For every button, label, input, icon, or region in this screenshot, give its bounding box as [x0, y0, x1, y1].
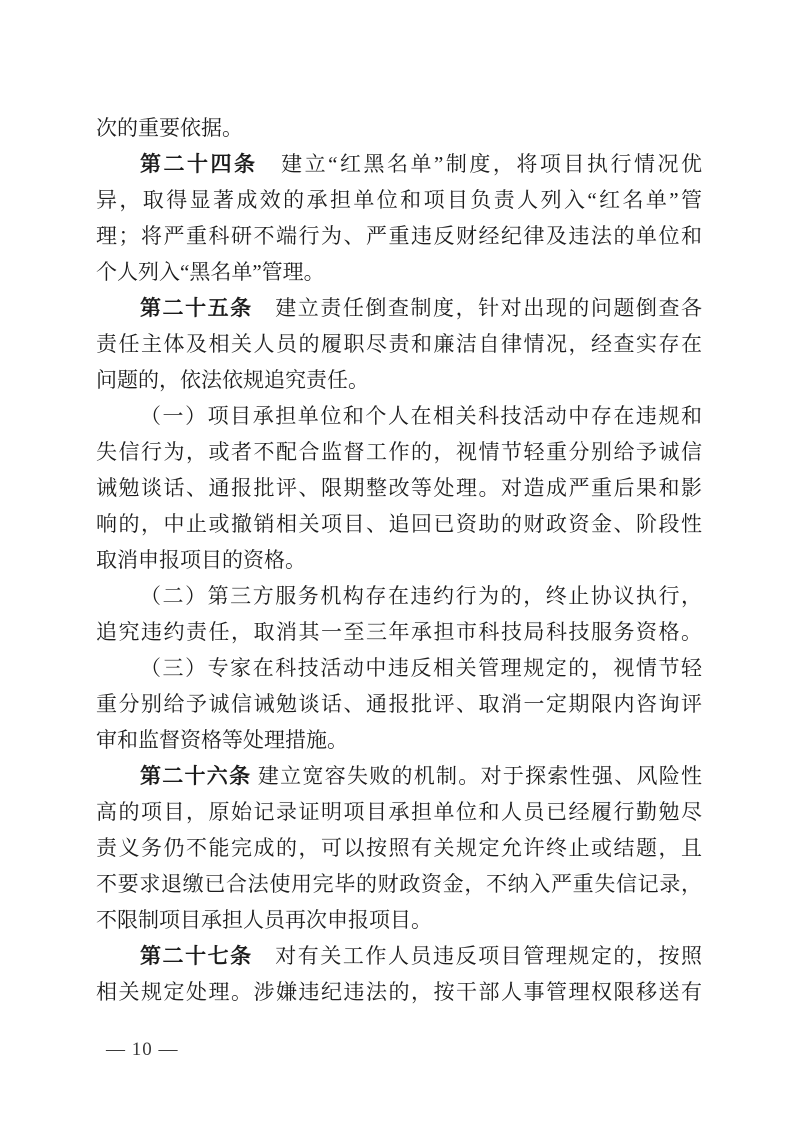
line-text: 问题的，依法依规追究责任。 — [96, 368, 369, 392]
line-text: 建立责任倒查制度，针对出现的问题倒查各 — [252, 296, 702, 320]
article-number: 第二十五条 — [140, 296, 253, 320]
line-text: （三）专家在科技活动中违反相关管理规定的，视情节轻 — [140, 656, 702, 680]
line-text: 责义务仍不能完成的，可以按照有关规定允许终止或结题，且 — [96, 836, 702, 860]
line-text: 审和监督资格等处理措施。 — [96, 728, 348, 752]
text-line — [96, 398, 702, 434]
text-line — [96, 326, 702, 362]
text-line — [96, 866, 702, 902]
line-text: 理；将严重科研不端行为、严重违反财经纪律及违法的单位和 — [96, 224, 702, 248]
text-line — [96, 182, 702, 218]
article-heading-line — [96, 290, 702, 326]
article-heading-line — [96, 938, 702, 974]
line-text: 相关规定处理。涉嫌违纪违法的，按干部人事管理权限移送有 — [96, 980, 702, 1004]
text-line — [96, 434, 702, 470]
line-text: 责任主体及相关人员的履职尽责和廉洁自律情况，经查实存在 — [96, 332, 702, 356]
text-line — [96, 578, 702, 614]
line-text: 建立“红黑名单”制度，将项目执行情况优 — [257, 152, 702, 176]
page-number: — 10 — — [106, 1039, 179, 1060]
text-line — [96, 254, 702, 290]
text-line — [96, 218, 702, 254]
text-line — [96, 362, 702, 398]
text-line — [96, 686, 702, 722]
text-line — [96, 110, 702, 146]
text-line — [96, 650, 702, 686]
text-line — [96, 542, 702, 578]
line-text: 响的，中止或撤销相关项目、追回已资助的财政资金、阶段性 — [96, 512, 702, 536]
line-text: （一）项目承担单位和个人在相关科技活动中存在违规和 — [140, 404, 702, 428]
line-text: 对有关工作人员违反项目管理规定的，按照 — [252, 944, 702, 968]
text-line — [96, 830, 702, 866]
article-heading-line — [96, 146, 702, 182]
text-line — [96, 506, 702, 542]
line-text: 个人列入“黑名单”管理。 — [96, 260, 325, 284]
line-text: 高的项目，原始记录证明项目承担单位和人员已经履行勤勉尽 — [96, 800, 702, 824]
article-number: 第二十四条 — [140, 152, 258, 176]
line-text: 重分别给予诚信诫勉谈话、通报批评、取消一定期限内咨询评 — [96, 692, 702, 716]
line-text: 异，取得显著成效的承担单位和项目负责人列入“红名单”管 — [96, 188, 702, 212]
text-line — [96, 902, 702, 938]
line-text: 失信行为，或者不配合监督工作的，视情节轻重分别给予诚信 — [96, 440, 702, 464]
line-text: 取消申报项目的资格。 — [96, 548, 306, 572]
article-number: 第二十六条 — [140, 764, 252, 788]
text-line — [96, 794, 702, 830]
text-line — [96, 974, 702, 1010]
line-text: 不限制项目承担人员再次申报项目。 — [96, 908, 432, 932]
line-text: 建立宽容失败的机制。对于探索性强、风险性 — [251, 764, 702, 788]
document-text — [96, 110, 702, 1010]
line-text: 诫勉谈话、通报批评、限期整改等处理。对造成严重后果和影 — [96, 476, 702, 500]
line-text: 追究违约责任，取消其一至三年承担市科技局科技服务资格。 — [96, 620, 702, 644]
text-line — [96, 470, 702, 506]
line-text: 次的重要依据。 — [96, 116, 243, 140]
article-number: 第二十七条 — [140, 944, 253, 968]
line-text: （二）第三方服务机构存在违约行为的，终止协议执行， — [140, 584, 702, 608]
text-line — [96, 722, 702, 758]
article-heading-line — [96, 758, 702, 794]
text-line — [96, 614, 702, 650]
line-text: 不要求退缴已合法使用完毕的财政资金，不纳入严重失信记录， — [96, 872, 702, 896]
